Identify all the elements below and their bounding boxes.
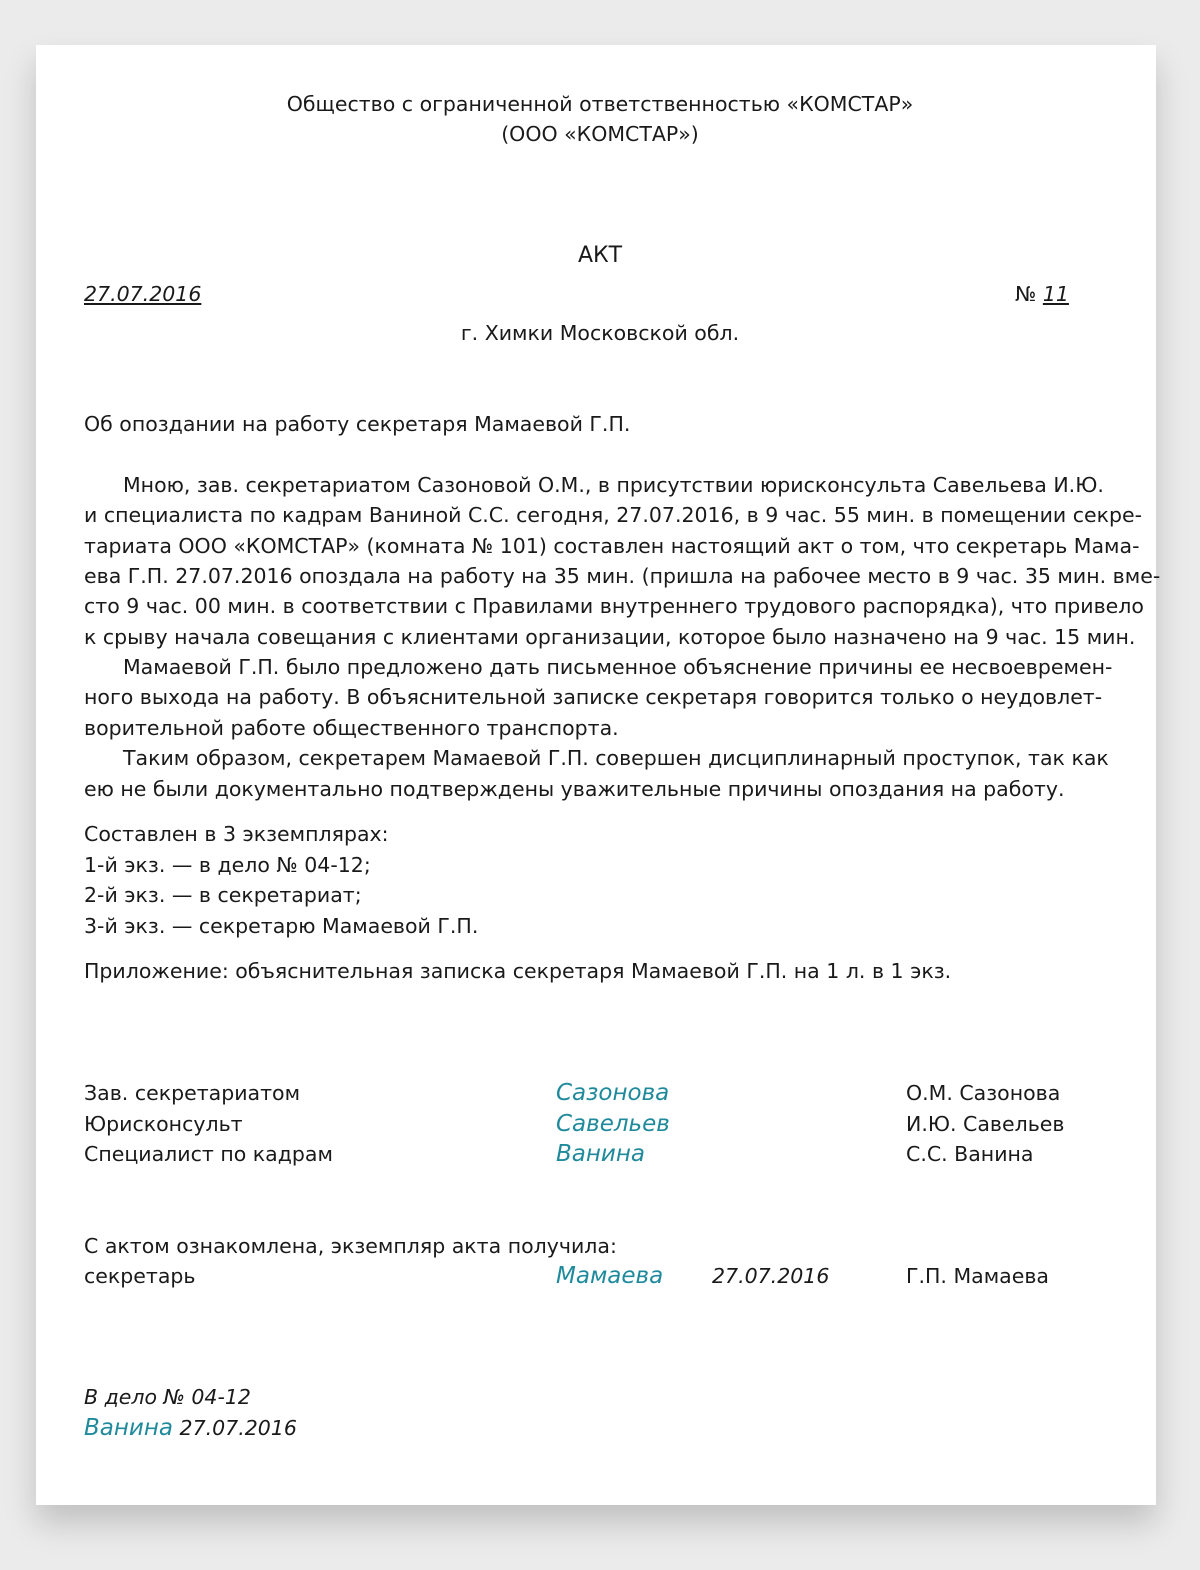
filing-note: В дело № 04-12 [84, 1385, 251, 1409]
acknowledgement-signature: Мамаева [556, 1263, 664, 1289]
signature: Сазонова [556, 1080, 670, 1106]
filing-signature: Ванина [84, 1415, 173, 1441]
doc-place: г. Химки Московской обл. [460, 321, 740, 345]
doc-subject: Об опоздании на работу секретаря Мамаевой Г.П. [84, 412, 631, 436]
doc-title: АКТ [577, 243, 623, 268]
body-line: Мамаевой Г.П. было предложено дать письменное объяснение причины ее несвоевремен- [123, 655, 1113, 679]
acknowledgement-text: С актом ознакомлена, экземпляр акта получила: [84, 1234, 617, 1258]
signature: Ванина [556, 1141, 645, 1167]
signer-position: Зав. секретариатом [84, 1081, 301, 1105]
body-line: ею не были документально подтверждены уважительные причины опоздания на работу. [84, 777, 1065, 801]
copies-line: 3-й экз. — секретарю Мамаевой Г.П. [84, 914, 479, 938]
copies-line: Составлен в 3 экземплярах: [84, 822, 389, 846]
body-line: к срыву начала совещания с клиентами организации, которое было назначено на 9 час. 15 мин. [84, 625, 1136, 649]
filing-signoff [84, 1413, 297, 1443]
filing-date: 27.07.2016 [179, 1416, 297, 1440]
body-line: ева Г.П. 27.07.2016 опоздала на работу на 35 мин. (пришла на рабочее место в 9 час. 35 мин. вме- [84, 564, 1161, 588]
org-short-name: (ООО «КОМСТАР») [501, 122, 699, 146]
signer-name: С.С. Ванина [906, 1142, 1034, 1166]
doc-date: 27.07.2016 [84, 282, 202, 306]
acknowledgement-name: Г.П. Мамаева [906, 1264, 1049, 1288]
number-label: № [1015, 282, 1037, 306]
org-full-name: Общество с ограниченной ответственностью «КОМСТАР» [286, 92, 914, 116]
signer-name: И.Ю. Савельев [906, 1112, 1065, 1136]
signature: Савельев [556, 1111, 670, 1137]
copies-line: 1-й экз. — в дело № 04-12; [84, 853, 371, 877]
acknowledgement-position: секретарь [84, 1264, 196, 1288]
body-line: ворительной работе общественного транспорта. [84, 716, 619, 740]
body-line: и специалиста по кадрам Ваниной С.С. сегодня, 27.07.2016, в 9 час. 55 мин. в помещении секре- [84, 503, 1143, 527]
doc-number [1015, 279, 1069, 309]
body-line: сто 9 час. 00 мин. в соответствии с Правилами внутреннего трудового распорядка), что привело [84, 594, 1144, 618]
body-line: ного выхода на работу. В объяснительной записке секретаря говорится только о неудовлет- [84, 685, 1103, 709]
signer-position: Юрисконсульт [84, 1112, 243, 1136]
acknowledgement-date: 27.07.2016 [712, 1264, 830, 1288]
attachment: Приложение: объяснительная записка секретаря Мамаевой Г.П. на 1 л. в 1 экз. [84, 959, 952, 983]
signer-name: О.М. Сазонова [906, 1081, 1061, 1105]
number-value: 11 [1042, 282, 1069, 306]
body-line: Таким образом, секретарем Мамаевой Г.П. совершен дисциплинарный проступок, так как [123, 746, 1109, 770]
signer-position: Специалист по кадрам [84, 1142, 333, 1166]
copies-line: 2-й экз. — в секретариат; [84, 883, 362, 907]
body-line: тариата ООО «КОМСТАР» (комната № 101) составлен настоящий акт о том, что секретарь Мама- [84, 534, 1140, 558]
body-line: Мною, зав. секретариатом Сазоновой О.М., в присутствии юрисконсульта Савельева И.Ю. [123, 473, 1104, 497]
